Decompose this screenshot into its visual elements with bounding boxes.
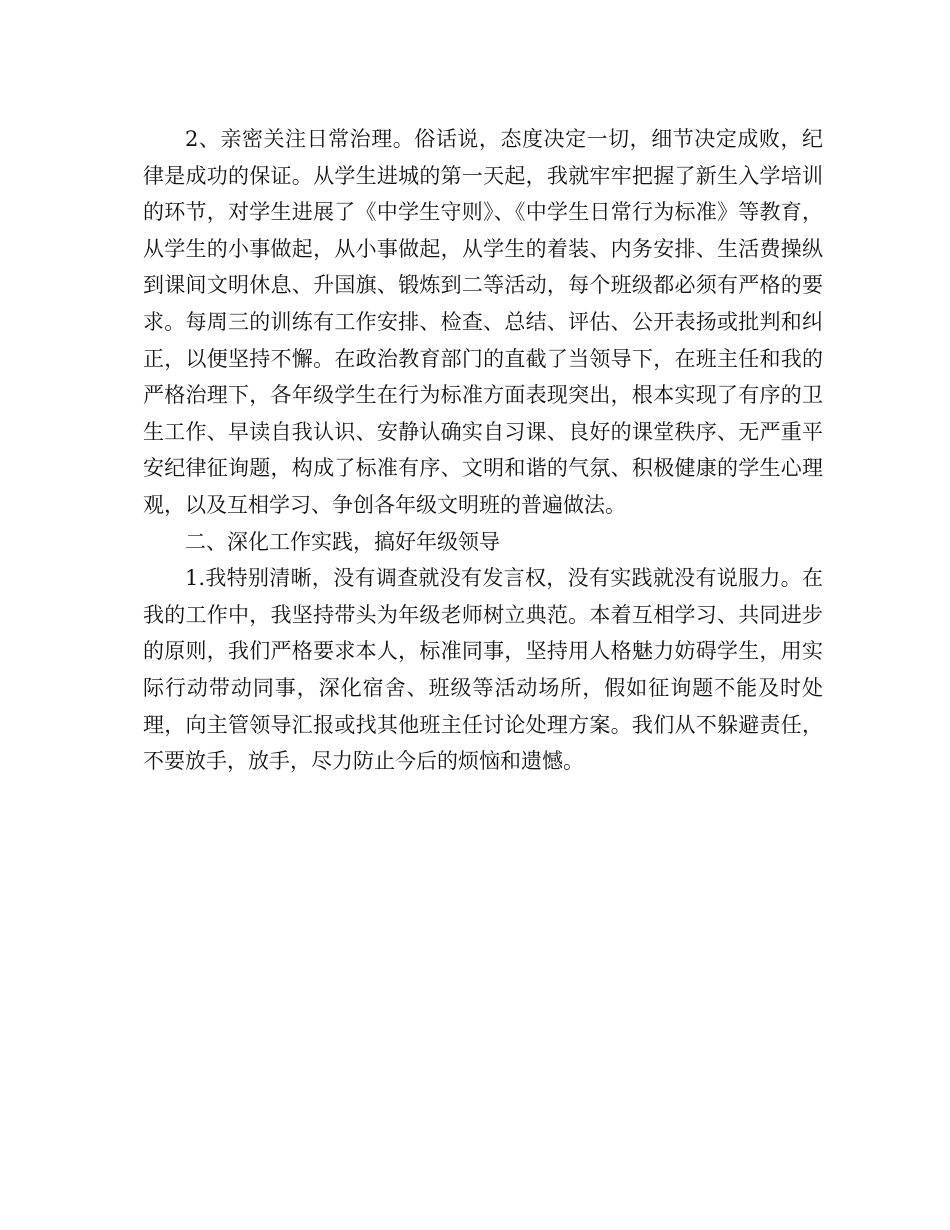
section-heading-grade-leadership: 二、深化工作实践，搞好年级领导 bbox=[185, 529, 500, 554]
paragraph-lead-by-example: 1.我特别清晰，没有调查就没有发言权，没有实践就没有说服力。在我的工作中，我坚持带头为年级老师树立典范。本着互相学习、共同进步的原则，我们严格要求本人，标准同事，坚持用人格魅力妨碍学生，用实际行动带动同事，深化宿舍、班级等活动场所，假如征询题不能及时处理，向主管领导汇报或找其他班主任讨论处理方案。我们从不躲避责任，不要放手，放手，尽力防止今后的烦恼和遗憾。 bbox=[143, 566, 823, 774]
paragraph-daily-management: 2、亲密关注日常治理。俗话说，态度决定一切，细节决定成败，纪律是成功的保证。从学生进城的第一天起，我就牢牢把握了新生入学培训的环节，对学生进展了《中学生守则》、《中学生日常行为标准》等教育，从学生的小事做起，从小事做起，从学生的着装、内务安排、生活费操纵到课间文明休息、升国旗、锻炼到二等活动，每个班级都必须有严格的要求。每周三的训练有工作安排、检查、总结、评估、公开表扬或批判和纠正，以便坚持不懈。在政治教育部门的直截了当领导下，在班主任和我的严格治理下，各年级学生在行为标准方面表现突出，根本实现了有序的卫生工作、早读自我认识、安静认确实自习课、良好的课堂秩序、无严重平安纪律征询题，构成了标准有序、文明和谐的气氛、积极健康的学生心理观，以及互相学习、争创各年级文明班的普遍做法。 bbox=[143, 127, 823, 517]
document-body bbox=[143, 121, 823, 780]
